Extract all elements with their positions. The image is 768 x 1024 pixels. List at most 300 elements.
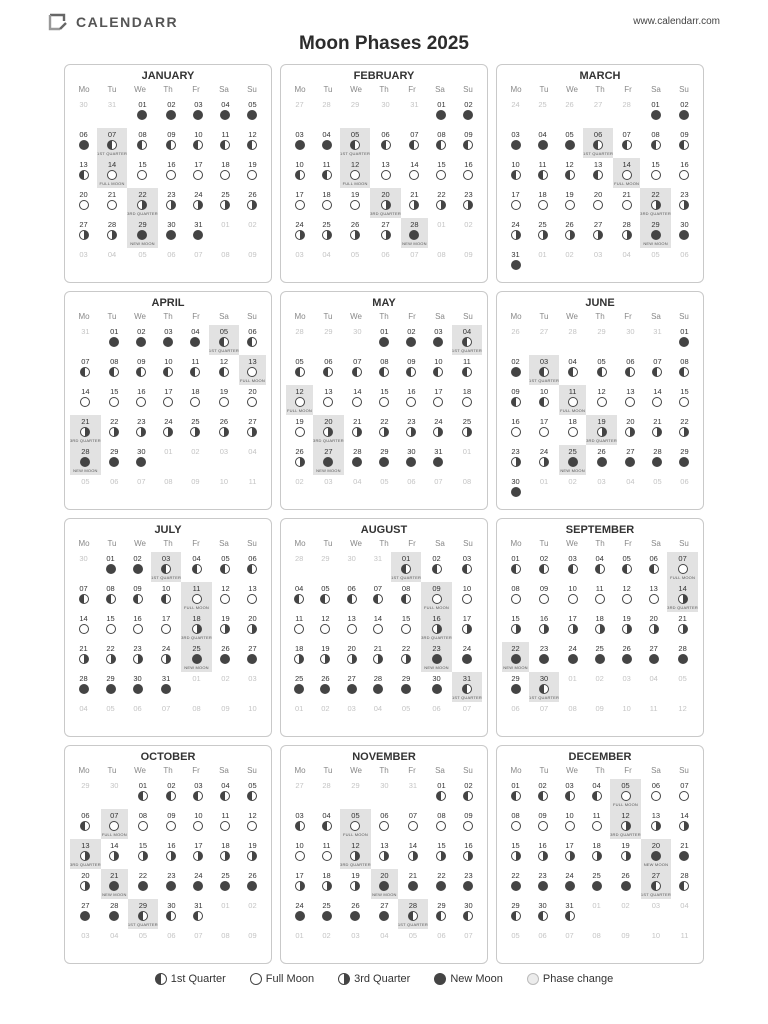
day-cell[interactable] bbox=[671, 929, 698, 959]
day-cell[interactable] bbox=[185, 839, 212, 869]
day-cell[interactable] bbox=[70, 809, 101, 839]
day-cell[interactable] bbox=[667, 612, 698, 642]
day-cell[interactable] bbox=[286, 702, 312, 732]
phase-day[interactable] bbox=[127, 188, 158, 218]
day-cell[interactable] bbox=[671, 355, 698, 385]
day-cell[interactable] bbox=[70, 248, 97, 278]
day-cell[interactable] bbox=[97, 612, 124, 642]
phase-day[interactable] bbox=[452, 325, 482, 355]
day-cell[interactable] bbox=[312, 702, 338, 732]
day-cell[interactable] bbox=[127, 128, 158, 158]
day-cell[interactable] bbox=[529, 325, 559, 355]
day-cell[interactable] bbox=[398, 415, 425, 445]
day-cell[interactable] bbox=[455, 248, 482, 278]
day-cell[interactable] bbox=[401, 128, 428, 158]
day-cell[interactable] bbox=[428, 98, 455, 128]
day-cell[interactable] bbox=[617, 445, 644, 475]
day-cell[interactable] bbox=[313, 325, 344, 355]
day-cell[interactable] bbox=[556, 248, 583, 278]
day-cell[interactable] bbox=[97, 552, 124, 582]
day-cell[interactable] bbox=[70, 929, 101, 959]
day-cell[interactable] bbox=[239, 809, 266, 839]
day-cell[interactable] bbox=[428, 869, 455, 899]
day-cell[interactable] bbox=[340, 899, 371, 929]
day-cell[interactable] bbox=[455, 779, 482, 809]
day-cell[interactable] bbox=[529, 869, 556, 899]
day-cell[interactable] bbox=[452, 612, 482, 642]
day-cell[interactable] bbox=[583, 809, 610, 839]
day-cell[interactable] bbox=[239, 248, 266, 278]
day-cell[interactable] bbox=[556, 98, 583, 128]
phase-day[interactable] bbox=[641, 869, 671, 899]
day-cell[interactable] bbox=[182, 355, 209, 385]
day-cell[interactable] bbox=[70, 672, 97, 702]
day-cell[interactable] bbox=[529, 929, 556, 959]
day-cell[interactable] bbox=[371, 385, 398, 415]
day-cell[interactable] bbox=[212, 248, 239, 278]
day-cell[interactable] bbox=[182, 325, 209, 355]
day-cell[interactable] bbox=[559, 672, 586, 702]
day-cell[interactable] bbox=[556, 218, 583, 248]
day-cell[interactable] bbox=[365, 582, 391, 612]
day-cell[interactable] bbox=[455, 899, 482, 929]
phase-day[interactable] bbox=[529, 355, 559, 385]
day-cell[interactable] bbox=[613, 582, 640, 612]
day-cell[interactable] bbox=[559, 552, 586, 582]
day-cell[interactable] bbox=[455, 809, 482, 839]
day-cell[interactable] bbox=[613, 128, 640, 158]
day-cell[interactable] bbox=[371, 929, 398, 959]
day-cell[interactable] bbox=[502, 702, 529, 732]
day-cell[interactable] bbox=[212, 582, 239, 612]
day-cell[interactable] bbox=[101, 415, 128, 445]
day-cell[interactable] bbox=[391, 672, 421, 702]
day-cell[interactable] bbox=[502, 899, 529, 929]
day-cell[interactable] bbox=[101, 929, 128, 959]
day-cell[interactable] bbox=[640, 642, 667, 672]
day-cell[interactable] bbox=[212, 702, 239, 732]
day-cell[interactable] bbox=[671, 188, 698, 218]
day-cell[interactable] bbox=[583, 839, 610, 869]
day-cell[interactable] bbox=[182, 385, 209, 415]
day-cell[interactable] bbox=[286, 218, 313, 248]
day-cell[interactable] bbox=[401, 98, 428, 128]
day-cell[interactable] bbox=[182, 415, 209, 445]
day-cell[interactable] bbox=[529, 779, 556, 809]
day-cell[interactable] bbox=[421, 552, 452, 582]
day-cell[interactable] bbox=[529, 158, 556, 188]
day-cell[interactable] bbox=[613, 248, 640, 278]
day-cell[interactable] bbox=[97, 702, 124, 732]
day-cell[interactable] bbox=[455, 98, 482, 128]
day-cell[interactable] bbox=[586, 445, 617, 475]
day-cell[interactable] bbox=[212, 188, 239, 218]
day-cell[interactable] bbox=[452, 702, 482, 732]
day-cell[interactable] bbox=[559, 702, 586, 732]
day-cell[interactable] bbox=[212, 552, 239, 582]
day-cell[interactable] bbox=[671, 809, 698, 839]
day-cell[interactable] bbox=[671, 869, 698, 899]
phase-day[interactable] bbox=[529, 672, 559, 702]
day-cell[interactable] bbox=[370, 248, 401, 278]
day-cell[interactable] bbox=[556, 188, 583, 218]
phase-day[interactable] bbox=[101, 809, 128, 839]
day-cell[interactable] bbox=[455, 869, 482, 899]
phase-day[interactable] bbox=[398, 899, 428, 929]
day-cell[interactable] bbox=[529, 385, 559, 415]
day-cell[interactable] bbox=[371, 899, 398, 929]
day-cell[interactable] bbox=[502, 415, 529, 445]
day-cell[interactable] bbox=[339, 642, 365, 672]
day-cell[interactable] bbox=[155, 355, 182, 385]
day-cell[interactable] bbox=[70, 869, 101, 899]
day-cell[interactable] bbox=[559, 415, 586, 445]
phase-day[interactable] bbox=[667, 582, 698, 612]
phase-day[interactable] bbox=[181, 582, 212, 612]
day-cell[interactable] bbox=[158, 158, 185, 188]
day-cell[interactable] bbox=[586, 612, 613, 642]
day-cell[interactable] bbox=[502, 552, 529, 582]
phase-day[interactable] bbox=[370, 188, 401, 218]
day-cell[interactable] bbox=[586, 672, 613, 702]
day-cell[interactable] bbox=[398, 385, 425, 415]
day-cell[interactable] bbox=[155, 325, 182, 355]
day-cell[interactable] bbox=[101, 839, 128, 869]
day-cell[interactable] bbox=[502, 445, 529, 475]
day-cell[interactable] bbox=[158, 98, 185, 128]
day-cell[interactable] bbox=[209, 385, 239, 415]
day-cell[interactable] bbox=[158, 218, 185, 248]
day-cell[interactable] bbox=[671, 475, 698, 505]
day-cell[interactable] bbox=[70, 899, 101, 929]
day-cell[interactable] bbox=[128, 839, 158, 869]
day-cell[interactable] bbox=[583, 158, 613, 188]
day-cell[interactable] bbox=[128, 415, 155, 445]
day-cell[interactable] bbox=[556, 158, 583, 188]
day-cell[interactable] bbox=[185, 188, 212, 218]
day-cell[interactable] bbox=[586, 582, 613, 612]
day-cell[interactable] bbox=[452, 582, 482, 612]
day-cell[interactable] bbox=[644, 355, 671, 385]
day-cell[interactable] bbox=[641, 929, 671, 959]
day-cell[interactable] bbox=[239, 475, 266, 505]
day-cell[interactable] bbox=[502, 218, 529, 248]
day-cell[interactable] bbox=[671, 325, 698, 355]
phase-day[interactable] bbox=[340, 158, 370, 188]
brand-logo[interactable] bbox=[48, 12, 178, 32]
day-cell[interactable] bbox=[452, 385, 482, 415]
day-cell[interactable] bbox=[559, 612, 586, 642]
day-cell[interactable] bbox=[212, 899, 239, 929]
day-cell[interactable] bbox=[640, 552, 667, 582]
day-cell[interactable] bbox=[455, 839, 482, 869]
day-cell[interactable] bbox=[239, 929, 266, 959]
day-cell[interactable] bbox=[313, 355, 344, 385]
day-cell[interactable] bbox=[70, 642, 97, 672]
day-cell[interactable] bbox=[70, 98, 97, 128]
day-cell[interactable] bbox=[398, 839, 428, 869]
day-cell[interactable] bbox=[428, 158, 455, 188]
day-cell[interactable] bbox=[239, 702, 266, 732]
day-cell[interactable] bbox=[671, 385, 698, 415]
day-cell[interactable] bbox=[556, 779, 583, 809]
day-cell[interactable] bbox=[185, 158, 212, 188]
day-cell[interactable] bbox=[286, 809, 313, 839]
day-cell[interactable] bbox=[70, 702, 97, 732]
day-cell[interactable] bbox=[644, 415, 671, 445]
day-cell[interactable] bbox=[185, 98, 212, 128]
day-cell[interactable] bbox=[640, 582, 667, 612]
day-cell[interactable] bbox=[428, 809, 455, 839]
day-cell[interactable] bbox=[158, 809, 185, 839]
day-cell[interactable] bbox=[239, 839, 266, 869]
phase-day[interactable] bbox=[340, 839, 371, 869]
day-cell[interactable] bbox=[181, 552, 212, 582]
phase-day[interactable] bbox=[583, 128, 613, 158]
day-cell[interactable] bbox=[529, 809, 556, 839]
phase-day[interactable] bbox=[667, 552, 698, 582]
day-cell[interactable] bbox=[101, 779, 128, 809]
day-cell[interactable] bbox=[128, 385, 155, 415]
day-cell[interactable] bbox=[182, 475, 209, 505]
site-url[interactable]: www.calendarr.com bbox=[633, 16, 720, 27]
phase-day[interactable] bbox=[586, 415, 617, 445]
day-cell[interactable] bbox=[181, 672, 212, 702]
day-cell[interactable] bbox=[239, 899, 266, 929]
day-cell[interactable] bbox=[529, 415, 559, 445]
day-cell[interactable] bbox=[370, 218, 401, 248]
phase-day[interactable] bbox=[559, 445, 586, 475]
day-cell[interactable] bbox=[398, 929, 428, 959]
day-cell[interactable] bbox=[610, 929, 641, 959]
day-cell[interactable] bbox=[212, 642, 239, 672]
day-cell[interactable] bbox=[151, 702, 181, 732]
day-cell[interactable] bbox=[70, 158, 97, 188]
day-cell[interactable] bbox=[313, 869, 340, 899]
day-cell[interactable] bbox=[502, 809, 529, 839]
day-cell[interactable] bbox=[425, 475, 452, 505]
day-cell[interactable] bbox=[70, 188, 97, 218]
day-cell[interactable] bbox=[613, 218, 640, 248]
day-cell[interactable] bbox=[452, 642, 482, 672]
day-cell[interactable] bbox=[425, 325, 452, 355]
day-cell[interactable] bbox=[313, 809, 340, 839]
day-cell[interactable] bbox=[529, 642, 559, 672]
day-cell[interactable] bbox=[212, 672, 239, 702]
day-cell[interactable] bbox=[339, 552, 365, 582]
phase-day[interactable] bbox=[641, 839, 671, 869]
day-cell[interactable] bbox=[391, 612, 421, 642]
day-cell[interactable] bbox=[365, 672, 391, 702]
day-cell[interactable] bbox=[313, 248, 340, 278]
day-cell[interactable] bbox=[185, 899, 212, 929]
day-cell[interactable] bbox=[313, 929, 340, 959]
day-cell[interactable] bbox=[667, 672, 698, 702]
day-cell[interactable] bbox=[583, 188, 613, 218]
day-cell[interactable] bbox=[239, 385, 266, 415]
day-cell[interactable] bbox=[97, 188, 127, 218]
day-cell[interactable] bbox=[239, 188, 266, 218]
day-cell[interactable] bbox=[97, 248, 127, 278]
day-cell[interactable] bbox=[212, 158, 239, 188]
day-cell[interactable] bbox=[398, 809, 428, 839]
day-cell[interactable] bbox=[286, 188, 313, 218]
day-cell[interactable] bbox=[212, 98, 239, 128]
day-cell[interactable] bbox=[212, 839, 239, 869]
day-cell[interactable] bbox=[158, 839, 185, 869]
day-cell[interactable] bbox=[313, 779, 340, 809]
day-cell[interactable] bbox=[671, 218, 698, 248]
day-cell[interactable] bbox=[239, 325, 266, 355]
day-cell[interactable] bbox=[452, 415, 482, 445]
day-cell[interactable] bbox=[556, 809, 583, 839]
day-cell[interactable] bbox=[239, 128, 266, 158]
day-cell[interactable] bbox=[97, 218, 127, 248]
day-cell[interactable] bbox=[239, 582, 266, 612]
day-cell[interactable] bbox=[158, 929, 185, 959]
day-cell[interactable] bbox=[286, 929, 313, 959]
day-cell[interactable] bbox=[586, 702, 613, 732]
day-cell[interactable] bbox=[239, 98, 266, 128]
day-cell[interactable] bbox=[212, 809, 239, 839]
phase-day[interactable] bbox=[640, 188, 671, 218]
phase-day[interactable] bbox=[127, 218, 158, 248]
day-cell[interactable] bbox=[667, 702, 698, 732]
day-cell[interactable] bbox=[452, 355, 482, 385]
day-cell[interactable] bbox=[212, 929, 239, 959]
day-cell[interactable] bbox=[313, 128, 340, 158]
day-cell[interactable] bbox=[617, 325, 644, 355]
day-cell[interactable] bbox=[371, 809, 398, 839]
day-cell[interactable] bbox=[371, 355, 398, 385]
day-cell[interactable] bbox=[70, 325, 101, 355]
day-cell[interactable] bbox=[455, 188, 482, 218]
day-cell[interactable] bbox=[124, 552, 151, 582]
day-cell[interactable] bbox=[641, 779, 671, 809]
day-cell[interactable] bbox=[124, 672, 151, 702]
day-cell[interactable] bbox=[185, 929, 212, 959]
phase-day[interactable] bbox=[559, 385, 586, 415]
day-cell[interactable] bbox=[452, 445, 482, 475]
day-cell[interactable] bbox=[239, 642, 266, 672]
day-cell[interactable] bbox=[613, 188, 640, 218]
day-cell[interactable] bbox=[613, 612, 640, 642]
day-cell[interactable] bbox=[286, 415, 313, 445]
day-cell[interactable] bbox=[425, 445, 452, 475]
day-cell[interactable] bbox=[239, 869, 266, 899]
day-cell[interactable] bbox=[101, 385, 128, 415]
day-cell[interactable] bbox=[391, 642, 421, 672]
day-cell[interactable] bbox=[529, 702, 559, 732]
phase-day[interactable] bbox=[371, 869, 398, 899]
day-cell[interactable] bbox=[391, 582, 421, 612]
day-cell[interactable] bbox=[640, 158, 671, 188]
day-cell[interactable] bbox=[313, 385, 344, 415]
day-cell[interactable] bbox=[455, 128, 482, 158]
day-cell[interactable] bbox=[97, 582, 124, 612]
day-cell[interactable] bbox=[127, 158, 158, 188]
day-cell[interactable] bbox=[613, 98, 640, 128]
phase-day[interactable] bbox=[97, 128, 127, 158]
day-cell[interactable] bbox=[155, 385, 182, 415]
day-cell[interactable] bbox=[124, 612, 151, 642]
day-cell[interactable] bbox=[583, 98, 613, 128]
day-cell[interactable] bbox=[286, 779, 313, 809]
day-cell[interactable] bbox=[502, 325, 529, 355]
day-cell[interactable] bbox=[158, 248, 185, 278]
day-cell[interactable] bbox=[559, 582, 586, 612]
day-cell[interactable] bbox=[185, 248, 212, 278]
day-cell[interactable] bbox=[425, 385, 452, 415]
day-cell[interactable] bbox=[286, 839, 313, 869]
day-cell[interactable] bbox=[185, 809, 212, 839]
day-cell[interactable] bbox=[312, 642, 338, 672]
day-cell[interactable] bbox=[586, 355, 617, 385]
day-cell[interactable] bbox=[583, 248, 613, 278]
day-cell[interactable] bbox=[151, 612, 181, 642]
day-cell[interactable] bbox=[502, 475, 529, 505]
day-cell[interactable] bbox=[239, 612, 266, 642]
day-cell[interactable] bbox=[586, 552, 613, 582]
day-cell[interactable] bbox=[101, 325, 128, 355]
day-cell[interactable] bbox=[370, 98, 401, 128]
day-cell[interactable] bbox=[529, 612, 559, 642]
day-cell[interactable] bbox=[313, 98, 340, 128]
day-cell[interactable] bbox=[340, 779, 371, 809]
day-cell[interactable] bbox=[398, 475, 425, 505]
day-cell[interactable] bbox=[556, 839, 583, 869]
day-cell[interactable] bbox=[185, 128, 212, 158]
phase-day[interactable] bbox=[128, 899, 158, 929]
day-cell[interactable] bbox=[212, 869, 239, 899]
day-cell[interactable] bbox=[344, 355, 371, 385]
day-cell[interactable] bbox=[641, 809, 671, 839]
day-cell[interactable] bbox=[365, 552, 391, 582]
day-cell[interactable] bbox=[617, 355, 644, 385]
day-cell[interactable] bbox=[239, 218, 266, 248]
day-cell[interactable] bbox=[529, 218, 556, 248]
day-cell[interactable] bbox=[428, 218, 455, 248]
day-cell[interactable] bbox=[212, 128, 239, 158]
day-cell[interactable] bbox=[344, 475, 371, 505]
day-cell[interactable] bbox=[529, 552, 559, 582]
day-cell[interactable] bbox=[502, 385, 529, 415]
day-cell[interactable] bbox=[158, 779, 185, 809]
day-cell[interactable] bbox=[286, 612, 312, 642]
day-cell[interactable] bbox=[209, 445, 239, 475]
day-cell[interactable] bbox=[640, 248, 671, 278]
day-cell[interactable] bbox=[101, 445, 128, 475]
day-cell[interactable] bbox=[286, 869, 313, 899]
day-cell[interactable] bbox=[644, 325, 671, 355]
day-cell[interactable] bbox=[340, 218, 370, 248]
day-cell[interactable] bbox=[128, 869, 158, 899]
phase-day[interactable] bbox=[502, 642, 529, 672]
day-cell[interactable] bbox=[671, 779, 698, 809]
day-cell[interactable] bbox=[128, 475, 155, 505]
day-cell[interactable] bbox=[428, 779, 455, 809]
day-cell[interactable] bbox=[529, 475, 559, 505]
day-cell[interactable] bbox=[209, 415, 239, 445]
day-cell[interactable] bbox=[671, 445, 698, 475]
day-cell[interactable] bbox=[70, 218, 97, 248]
day-cell[interactable] bbox=[312, 672, 338, 702]
day-cell[interactable] bbox=[391, 702, 421, 732]
day-cell[interactable] bbox=[124, 582, 151, 612]
day-cell[interactable] bbox=[286, 475, 313, 505]
day-cell[interactable] bbox=[344, 385, 371, 415]
day-cell[interactable] bbox=[583, 869, 610, 899]
